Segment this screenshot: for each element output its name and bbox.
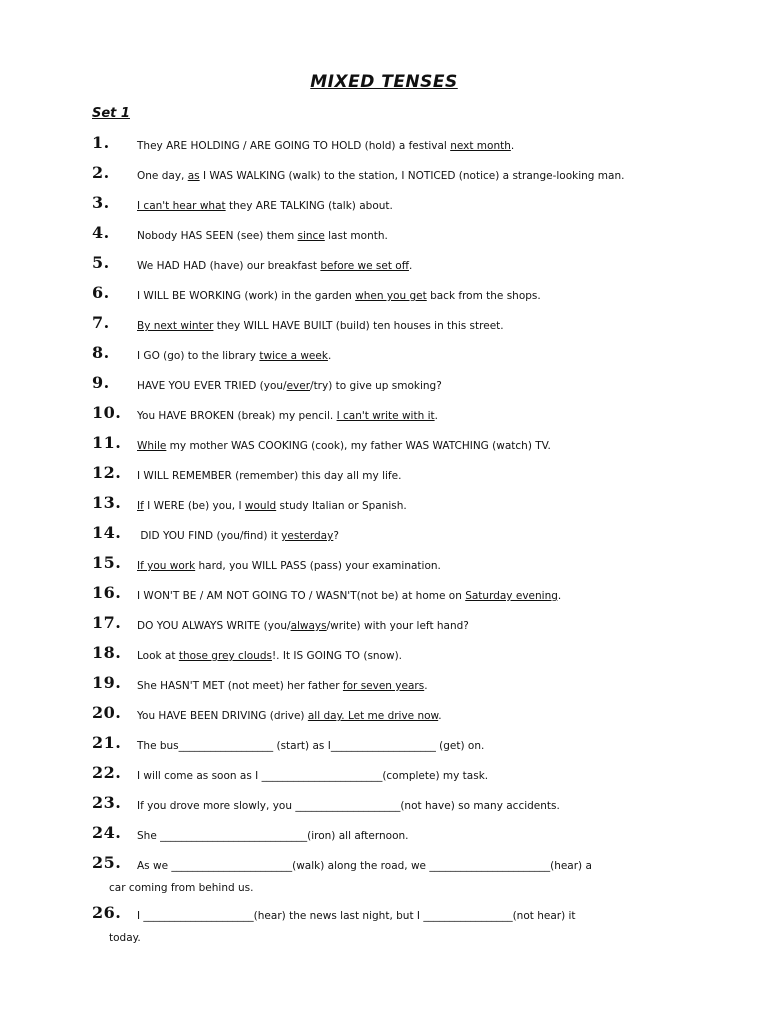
underlined-phrase: as: [187, 170, 200, 182]
question-text: We HAD HAD (have) our breakfast before we set off.: [137, 260, 413, 272]
question-number: 18.: [92, 643, 122, 662]
underlined-phrase: when you get: [355, 290, 427, 302]
question-number: 3.: [92, 193, 110, 212]
underlined-phrase: for seven years: [342, 680, 425, 692]
underlined-phrase: I can't write with it: [336, 410, 435, 422]
question-number: 14.: [92, 523, 122, 542]
underlined-phrase: since: [297, 230, 325, 242]
question-text: If you drove more slowly, you ____________________(not have) so many accidents.: [137, 800, 560, 812]
question-number: 21.: [92, 733, 122, 752]
question-number: 8.: [92, 343, 110, 362]
question-number: 1.: [92, 133, 110, 152]
underlined-phrase: would: [244, 500, 277, 512]
question-number: 23.: [92, 793, 122, 812]
question-text: By next winter they WILL HAVE BUILT (build) ten houses in this street.: [137, 320, 504, 332]
question-text: Nobody HAS SEEN (see) them since last month.: [137, 230, 388, 242]
question-text: I WILL REMEMBER (remember) this day all my life.: [137, 470, 402, 482]
underlined-phrase: yesterday: [281, 530, 334, 542]
question-text: You HAVE BROKEN (break) my pencil. I can't write with it.: [137, 410, 438, 422]
question-text: If you work hard, you WILL PASS (pass) your examination.: [137, 560, 441, 572]
set-label: Set 1: [92, 106, 130, 121]
question-number: 19.: [92, 673, 122, 692]
question-text: I will come as soon as I _______________________(complete) my task.: [137, 770, 489, 782]
underlined-phrase: before we set off: [320, 260, 409, 272]
question-number: 6.: [92, 283, 110, 302]
underlined-phrase: Saturday evening: [465, 590, 558, 602]
question-number: 11.: [92, 433, 122, 452]
underlined-phrase: While: [137, 440, 167, 452]
underlined-phrase: all day. Let me drive now: [307, 710, 439, 722]
question-text: The bus__________________ (start) as I____________________ (get) on.: [137, 740, 485, 752]
question-number: 7.: [92, 313, 110, 332]
question-text: They ARE HOLDING / ARE GOING TO HOLD (hold) a festival next month.: [137, 140, 515, 152]
question-number: 2.: [92, 163, 110, 182]
question-number: 5.: [92, 253, 110, 272]
question-text: HAVE YOU EVER TRIED (you/ever/try) to give up smoking?: [137, 380, 442, 392]
question-number: 24.: [92, 823, 122, 842]
underlined-phrase: always: [290, 620, 327, 632]
underlined-phrase: By next winter: [137, 320, 214, 332]
question-text: She HASN'T MET (not meet) her father for seven years.: [137, 680, 428, 692]
question-number: 20.: [92, 703, 122, 722]
question-text: As we _______________________(walk) along the road, we _______________________(hear) a: [137, 860, 592, 872]
question-number: 9.: [92, 373, 110, 392]
underlined-phrase: next month: [450, 140, 511, 152]
question-text: DO YOU ALWAYS WRITE (you/always/write) with your left hand?: [137, 620, 469, 632]
question-text: I GO (go) to the library twice a week.: [137, 350, 332, 362]
underlined-phrase: twice a week: [259, 350, 328, 362]
question-text: I WILL BE WORKING (work) in the garden when you get back from the shops.: [137, 290, 541, 302]
question-text: If I WERE (be) you, I would study Italian or Spanish.: [137, 500, 407, 512]
question-number: 25.: [92, 853, 122, 872]
question-text: I WON'T BE / AM NOT GOING TO / WASN'T(not be) at home on Saturday evening.: [137, 590, 562, 602]
question-text: I can't hear what they ARE TALKING (talk) about.: [137, 200, 393, 212]
question-text: She ____________________________(iron) all afternoon.: [137, 830, 409, 842]
question-number: 17.: [92, 613, 122, 632]
underlined-phrase: those grey clouds: [178, 650, 272, 662]
page-title: MIXED TENSES: [310, 72, 458, 92]
question-number: 16.: [92, 583, 122, 602]
question-text-continuation: car coming from behind us.: [109, 882, 254, 894]
question-number: 10.: [92, 403, 122, 422]
question-text: DID YOU FIND (you/find) it yesterday?: [137, 530, 339, 542]
question-number: 22.: [92, 763, 122, 782]
question-text: You HAVE BEEN DRIVING (drive) all day. Let me drive now.: [137, 710, 442, 722]
question-text: One day, as I WAS WALKING (walk) to the station, I NOTICED (notice) a strange-looking man.: [137, 170, 625, 182]
question-number: 26.: [92, 903, 122, 922]
question-number: 4.: [92, 223, 110, 242]
underlined-phrase: I can't hear what: [137, 200, 226, 212]
underlined-phrase: ever: [286, 380, 311, 392]
question-number: 12.: [92, 463, 122, 482]
question-text: Look at those grey clouds!. It IS GOING TO (snow).: [137, 650, 403, 662]
question-number: 13.: [92, 493, 122, 512]
question-text: I _____________________(hear) the news last night, but I _________________(not hear) it: [137, 910, 576, 922]
question-number: 15.: [92, 553, 122, 572]
question-text-continuation: today.: [109, 932, 141, 944]
underlined-phrase: If you work: [137, 560, 196, 572]
question-text: While my mother WAS COOKING (cook), my father WAS WATCHING (watch) TV.: [137, 440, 551, 452]
underlined-phrase: If: [137, 500, 144, 512]
